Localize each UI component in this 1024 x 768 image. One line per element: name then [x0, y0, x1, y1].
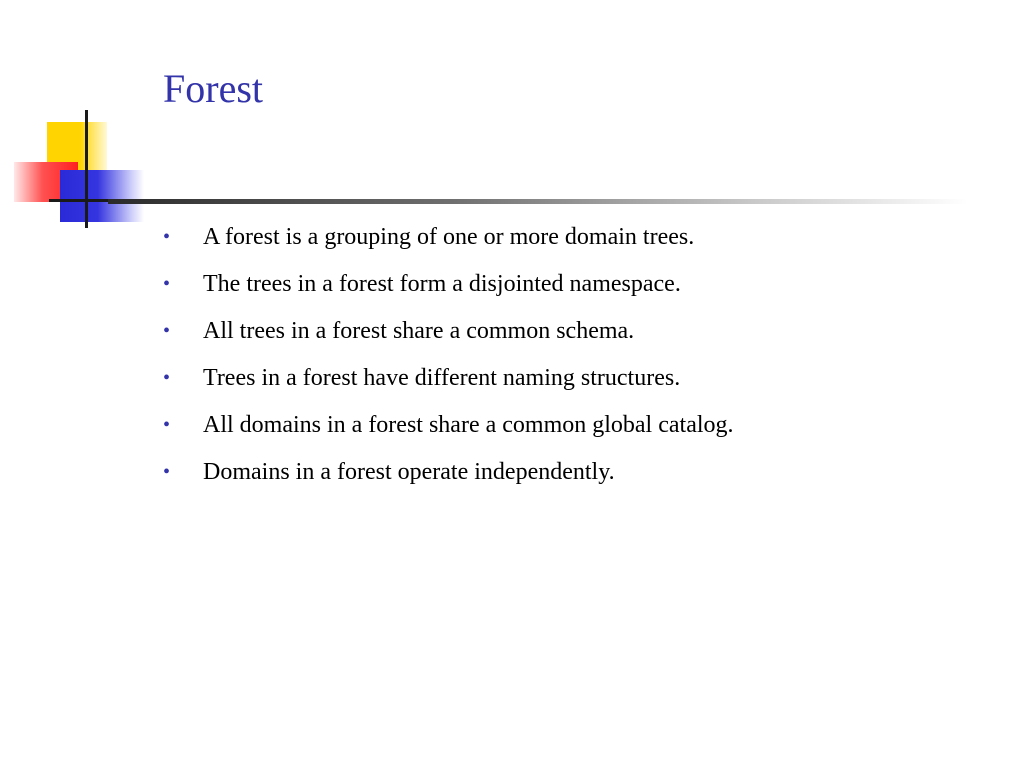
- bullet-icon: •: [163, 320, 171, 342]
- bullet-icon: •: [163, 273, 171, 295]
- bullet-icon: •: [163, 226, 171, 248]
- bullet-icon: •: [163, 461, 171, 483]
- horizontal-line: [49, 199, 109, 202]
- bullet-text: Trees in a forest have different naming structures.: [203, 365, 681, 391]
- title-divider: [108, 199, 968, 204]
- bullet-text: All domains in a forest share a common global catalog.: [203, 412, 734, 438]
- bullet-text: All trees in a forest share a common schema.: [203, 318, 635, 344]
- bullet-text: A forest is a grouping of one or more domain trees.: [203, 224, 695, 250]
- bullet-text: The trees in a forest form a disjointed namespace.: [203, 271, 681, 297]
- slide-title: Forest: [163, 66, 263, 111]
- bullet-icon: •: [163, 414, 171, 436]
- bullet-icon: •: [163, 367, 171, 389]
- bullet-text: Domains in a forest operate independently.: [203, 459, 615, 485]
- vertical-line: [85, 110, 88, 228]
- decorative-block-motif: [0, 0, 160, 240]
- blue-block: [60, 170, 144, 222]
